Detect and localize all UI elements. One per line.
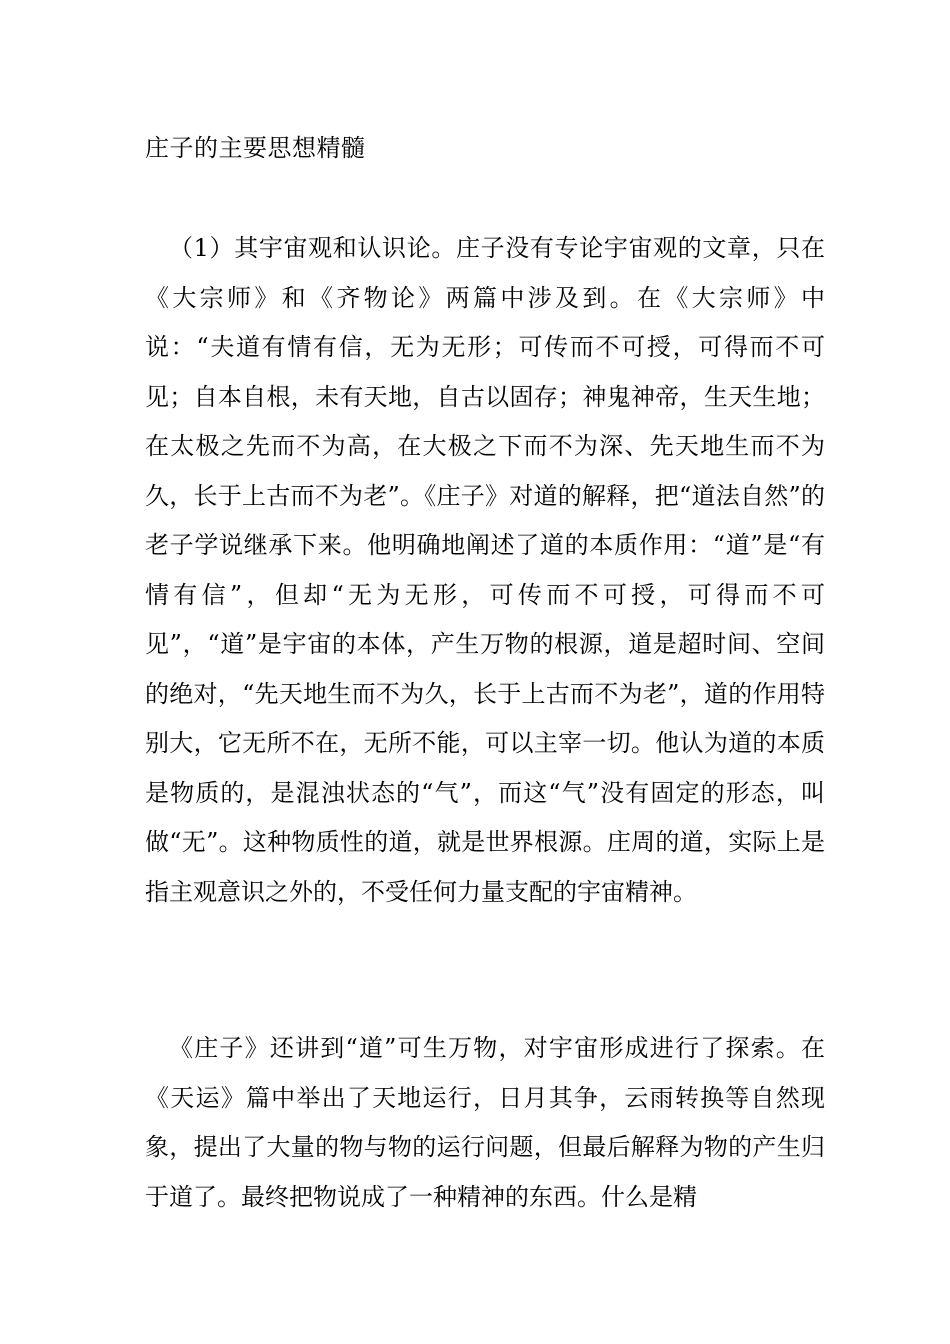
document-title: 庄子的主要思想精髓 (145, 134, 366, 162)
paragraph-1: （1）其宇宙观和认识论。庄子没有专论宇宙观的文章，只在《大宗师》和《齐物论》两篇中涉及到。在《大宗师》中说：“夫道有情有信，无为无形；可传而不可授，可得而不可见；自本自根，未有天地，自古以固存；神鬼神帝，生天生地；在太极之先而不为高，在大极之下而不为深、先天地生而不为久，长于上古而不为老”。《庄子》对道的解释，把“道法自然”的老子学说继承下来。他明确地阐述了道的本质作用：“道”是“有情有信”，但却“无为无形，可传而不可授，可得而不可见”，“道”是宇宙的本体，产生万物的根源，道是超时间、空间的绝对，“先天地生而不为久，长于上古而不为老”，道的作用特别大，它无所不在，无所不能，可以主宰一切。他认为道的本质是物质的，是混浊状态的“气”，而这“气”没有固定的形态，叫做“无”。这种物质性的道，就是世界根源。庄周的道，实际上是指主观意识之外的，不受任何力量支配的宇宙精神。 (145, 234, 825, 906)
paragraph-2: 《庄子》还讲到“道”可生万物，对宇宙形成进行了探索。在《天运》篇中举出了天地运行，日月其争，云雨转换等自然现象，提出了大量的物与物的运行问题，但最后解释为物的产生归于道了。最终把物说成了一种精神的东西。什么是精 (145, 1034, 825, 1211)
